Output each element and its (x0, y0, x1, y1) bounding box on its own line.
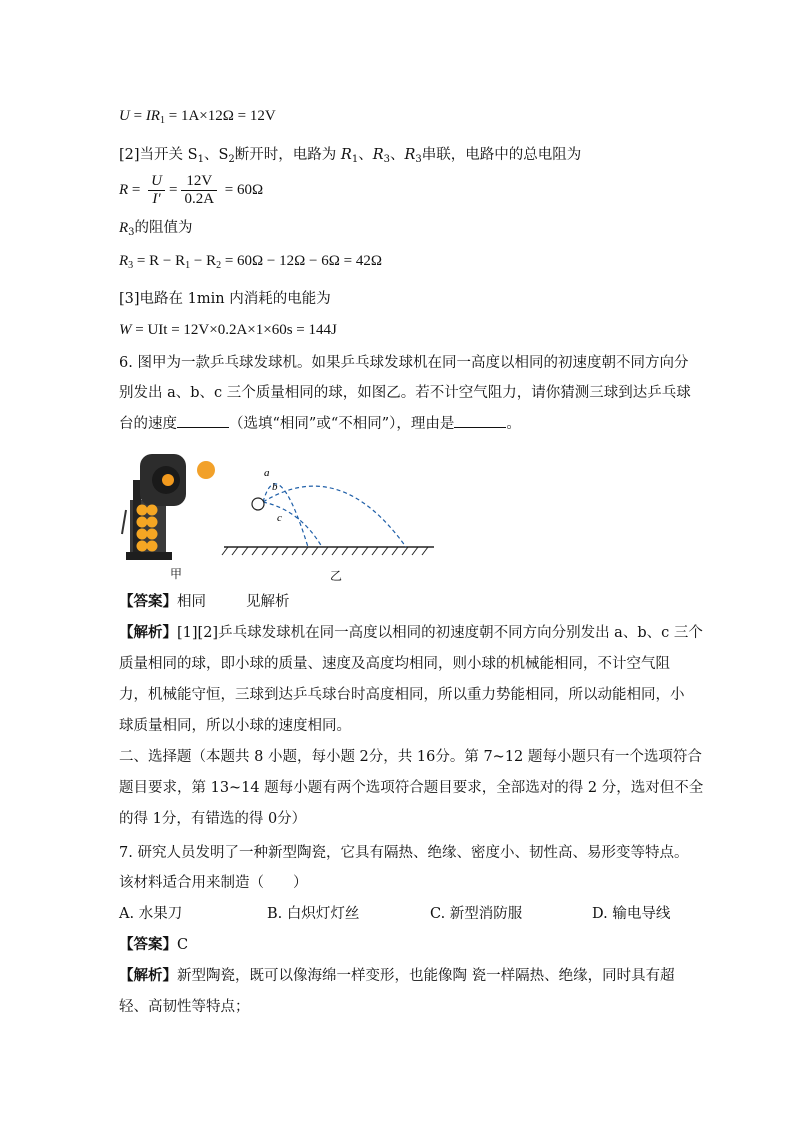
solution-step-3: [3]电路在 1min 内消耗的电能为 (119, 291, 331, 307)
section-2-line-2: 题目要求，第 13~14 题每小题有两个选项符合题目要求，全部选对的得 2 分，选对但不全 (119, 780, 704, 796)
text: 、S (203, 147, 229, 163)
question-7-line-2: 该材料适合用来制造（ ） (119, 875, 308, 891)
ball-stack (147, 529, 158, 540)
answer-tag: 【答案】 (119, 936, 177, 953)
label-b: b (272, 481, 278, 493)
text: 的阻值为 (134, 220, 193, 236)
trajectory-a (263, 484, 308, 547)
explanation-6-line-4: 球质量相同，所以小球的速度相同。 (119, 718, 351, 734)
ball-stack (137, 517, 148, 528)
question-7-option-a: A. 水果刀 (119, 906, 183, 922)
text: 。 (506, 416, 521, 432)
section-2-line-1: 二、选择题（本题共 8 小题，每小题 2分，共 16分。第 7~12 题每小题只有一个选项符合 (119, 749, 702, 765)
answer-blank-1 (177, 413, 229, 428)
text: − R (190, 253, 217, 269)
label-c: c (277, 512, 282, 524)
ball-stack (147, 541, 158, 552)
text: （选填“相同”或“不相同”），理由是 (229, 416, 455, 432)
explanation-7-line-1 (119, 966, 675, 986)
answer-6 (119, 592, 290, 612)
trajectory-diagram (220, 460, 438, 556)
text: = 60Ω − 12Ω − 6Ω = 42Ω (221, 253, 383, 269)
fraction-values (181, 173, 217, 208)
symbol: R (340, 147, 352, 163)
symbol: R (404, 147, 416, 163)
explanation-7-line-2: 轻、高韧性等特点； (119, 999, 250, 1015)
machine-arm (122, 510, 126, 534)
subscript: 3 (128, 260, 134, 271)
denominator: I′ (148, 190, 165, 208)
ball-stack (137, 541, 148, 552)
ball-stack (147, 505, 158, 516)
nozzle-ball (162, 474, 174, 486)
trajectory-c (263, 502, 322, 547)
explanation-6-line-1 (119, 623, 703, 643)
question-7-option-d: D. 输电导线 (592, 906, 671, 922)
text: [2]当开关 S (119, 147, 198, 163)
subscript: 1 (351, 154, 359, 165)
explanation-tag: 【解析】 (119, 967, 177, 984)
answer-text: 相同 (177, 594, 206, 610)
solution-step-2 (119, 145, 581, 165)
trajectory-b (263, 486, 406, 547)
symbol: R (372, 147, 384, 163)
denominator: 0.2A (181, 190, 217, 208)
ping-pong-machine-illustration (118, 450, 218, 562)
answer-text: C (177, 937, 189, 953)
answer-text: 见解析 (246, 594, 290, 610)
answer-tag: 【答案】 (119, 593, 177, 610)
symbol: R (119, 220, 129, 236)
flying-ball (197, 461, 215, 479)
text: 、 (389, 147, 405, 163)
launch-ball (252, 498, 264, 510)
question-6-line-2: 别发出 a、b、c 三个质量相同的球，如图乙。若不计空气阻力，请你猜测三球到达乒乓球 (119, 385, 691, 401)
machine-base (126, 552, 172, 560)
equation-energy (119, 320, 337, 340)
caption-jia: 甲 (170, 567, 183, 581)
question-7-option-c: C. 新型消防服 (430, 906, 523, 922)
symbol-ir: IR (145, 108, 160, 124)
ball-stack (147, 517, 158, 528)
text: [1][2]乒乓球发球机在同一高度以相同的初速度朝不同方向分别发出 a、b、c 三个 (177, 625, 703, 641)
numerator: 12V (186, 173, 213, 190)
text: = (128, 182, 145, 198)
label-a: a (264, 467, 270, 479)
text: 新型陶瓷，既可以像海绵一样变形，也能像陶 瓷一样隔热、绝缘，同时具有超 (177, 968, 675, 984)
symbol-r: R (119, 182, 129, 198)
fraction-u-over-i (148, 173, 165, 208)
symbol: R (119, 253, 129, 269)
equation-r3 (119, 251, 382, 271)
subscript: 3 (383, 154, 390, 165)
question-7-line-1: 7. 研究人员发明了一种新型陶瓷，它具有隔热、绝缘、密度小、韧性高、易形变等特点。 (119, 845, 689, 861)
r3-label (119, 218, 193, 238)
question-6-line-1: 6. 图甲为一款乒乓球发球机。如果乒乓球发球机在同一高度以相同的初速度朝不同方向分 (119, 355, 689, 371)
subscript: 2 (216, 260, 222, 271)
subscript: 2 (228, 154, 235, 165)
question-6-line-3 (119, 413, 521, 434)
caption-yi: 乙 (330, 569, 343, 583)
subscript: 1 (159, 115, 165, 126)
ball-stack (137, 505, 148, 516)
answer-blank-2 (454, 413, 506, 428)
text: 断开时，电路为 (234, 147, 341, 163)
explanation-6-line-3: 力，机械能守恒，三球到达乒乓球台时高度相同，所以重力势能相同，所以动能相同，小 (119, 687, 685, 703)
text: = R − R (133, 253, 186, 269)
subscript: 3 (128, 227, 135, 238)
subscript: 3 (415, 154, 422, 165)
answer-7 (119, 935, 188, 955)
section-2-line-3: 的得 1分，有错选的得 0分） (119, 811, 307, 827)
equation-voltage: $U = IR_1 = 1A\times 12\Omega = 12V$ (119, 108, 276, 126)
text: 台的速度 (119, 416, 177, 432)
equation-total-resistance: R = $\frac{U}{I'}$ = $\frac{12V}{0.2A}$ = 60Ω (119, 173, 264, 208)
subscript: 1 (197, 154, 204, 165)
text: = UIt = 12V×0.2A×1×60s = 144J (131, 322, 337, 338)
explanation-tag: 【解析】 (119, 624, 177, 641)
symbol-u: U (119, 108, 130, 124)
explanation-6-line-2: 质量相同的球，即小球的质量、速度及高度均相同，则小球的机械能相同，不计空气阻 (119, 656, 670, 672)
text: = 60Ω (221, 182, 264, 198)
ball-stack (137, 529, 148, 540)
text: 、 (358, 147, 373, 163)
equation-rest: = 1A×12Ω = 12V (164, 108, 276, 124)
text: 串联，电路中的总电阻为 (421, 147, 582, 163)
numerator: U (151, 173, 162, 190)
symbol-w: W (119, 322, 132, 338)
subscript: 1 (185, 260, 191, 271)
question-7-option-b: B. 白炽灯灯丝 (267, 906, 360, 922)
ground-hatching (222, 547, 428, 555)
